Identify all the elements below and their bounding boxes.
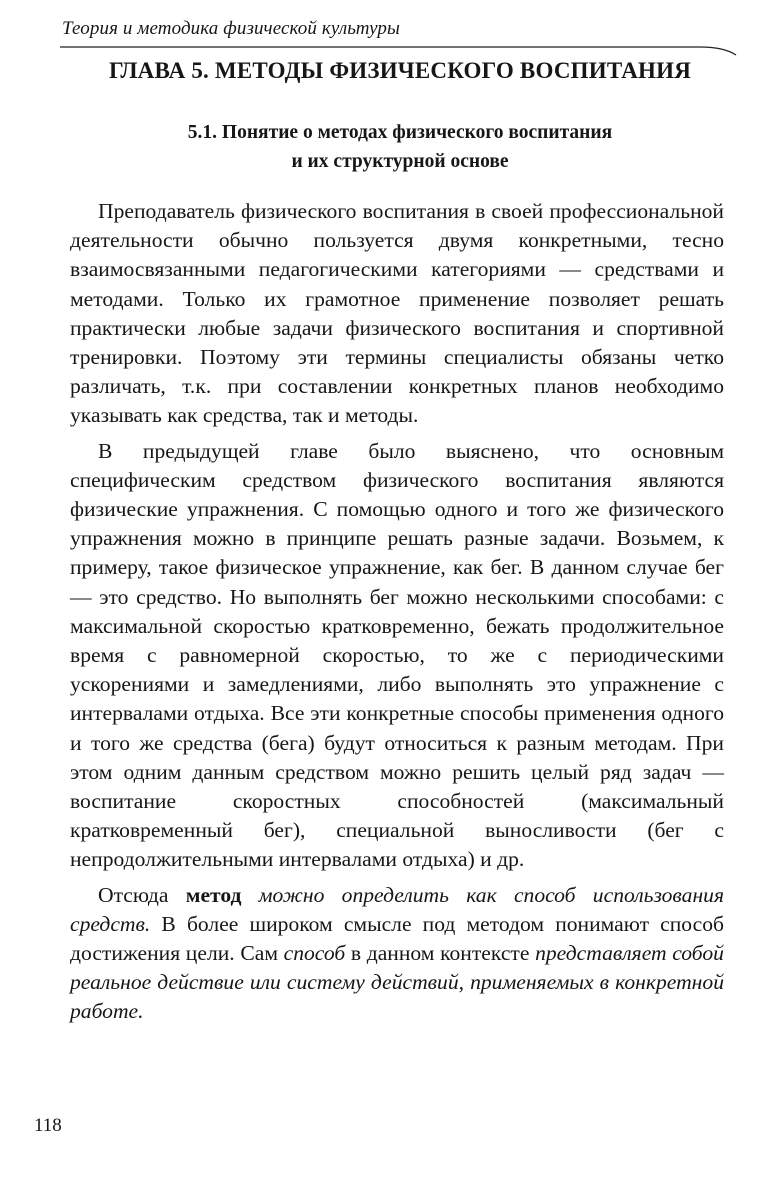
paragraph-3-text: В более широком смысле под методом понимают способ достижения цели. Сам — [70, 911, 724, 966]
section-title-line-1: 5.1. Понятие о методах физического воспитания — [187, 122, 613, 143]
paragraph-2: В предыдущей главе было выяснено, что основным специфическим средством физического воспитания являются физические упражнения. С помощью одного и того же физического упражнения можно в принципе решать разные задачи. Возьмем, к примеру, такое физическое упражнение, как бег. В данном случае бег — это средство. Но выполнять бег можно несколькими способами: с максимальной скоростью кратковременно, бежать продолжительное время с равномерной скоростью, то же с периодическими ускорениями и замедлениями, либо выполнять это упражнение с интервалами отдыха. Все эти конкретные способы применения одного и того же средства (бега) будут относиться к разным методам. При этом одним данным средством можно решить целый ряд задач — воспитание скоростных способностей (максимальный кратковременный бег), специальной выносливости (бег с непродолжительными интервалами отдыха) и др. — [70, 438, 724, 872]
paragraph-3-text: в данном контексте — [345, 941, 536, 966]
running-header: Теория и методика физической культуры — [62, 18, 400, 39]
term-way: способ — [283, 941, 346, 966]
paragraph-3-text: Отсюда — [98, 882, 186, 907]
method-definition: можно определить как способ использования средств. — [70, 882, 724, 936]
paragraph-3-space — [241, 883, 258, 907]
header-rule-line — [60, 47, 736, 55]
paragraph-1: Преподаватель физического воспитания в своей профессиональной деятельности обычно пользуется двумя конкретными, тесно взаимосвязанными педагогическими категориями — средствами и методами. Только их грамотное применение позволяет решать практически любые задачи физического воспитания и спортивной тренировки. Поэтому эти термины специалисты обязаны четко различать, т.к. при составлении конкретных планов необходимо указывать как средства, так и методы. — [70, 199, 724, 428]
chapter-title: ГЛАВА 5. МЕТОДЫ ФИЗИЧЕСКОГО ВОСПИТАНИЯ — [108, 58, 692, 83]
page-number: 118 — [34, 1115, 62, 1136]
section-title — [62, 118, 738, 176]
body-text — [70, 197, 724, 1027]
term-method: метод — [185, 882, 242, 907]
way-definition: представляет собой реальное действие или систему действий, применяемых в конкретной работе. — [70, 941, 724, 1024]
section-title-line-2: и их структурной основе — [291, 151, 509, 172]
paragraph-3 — [70, 881, 724, 1027]
